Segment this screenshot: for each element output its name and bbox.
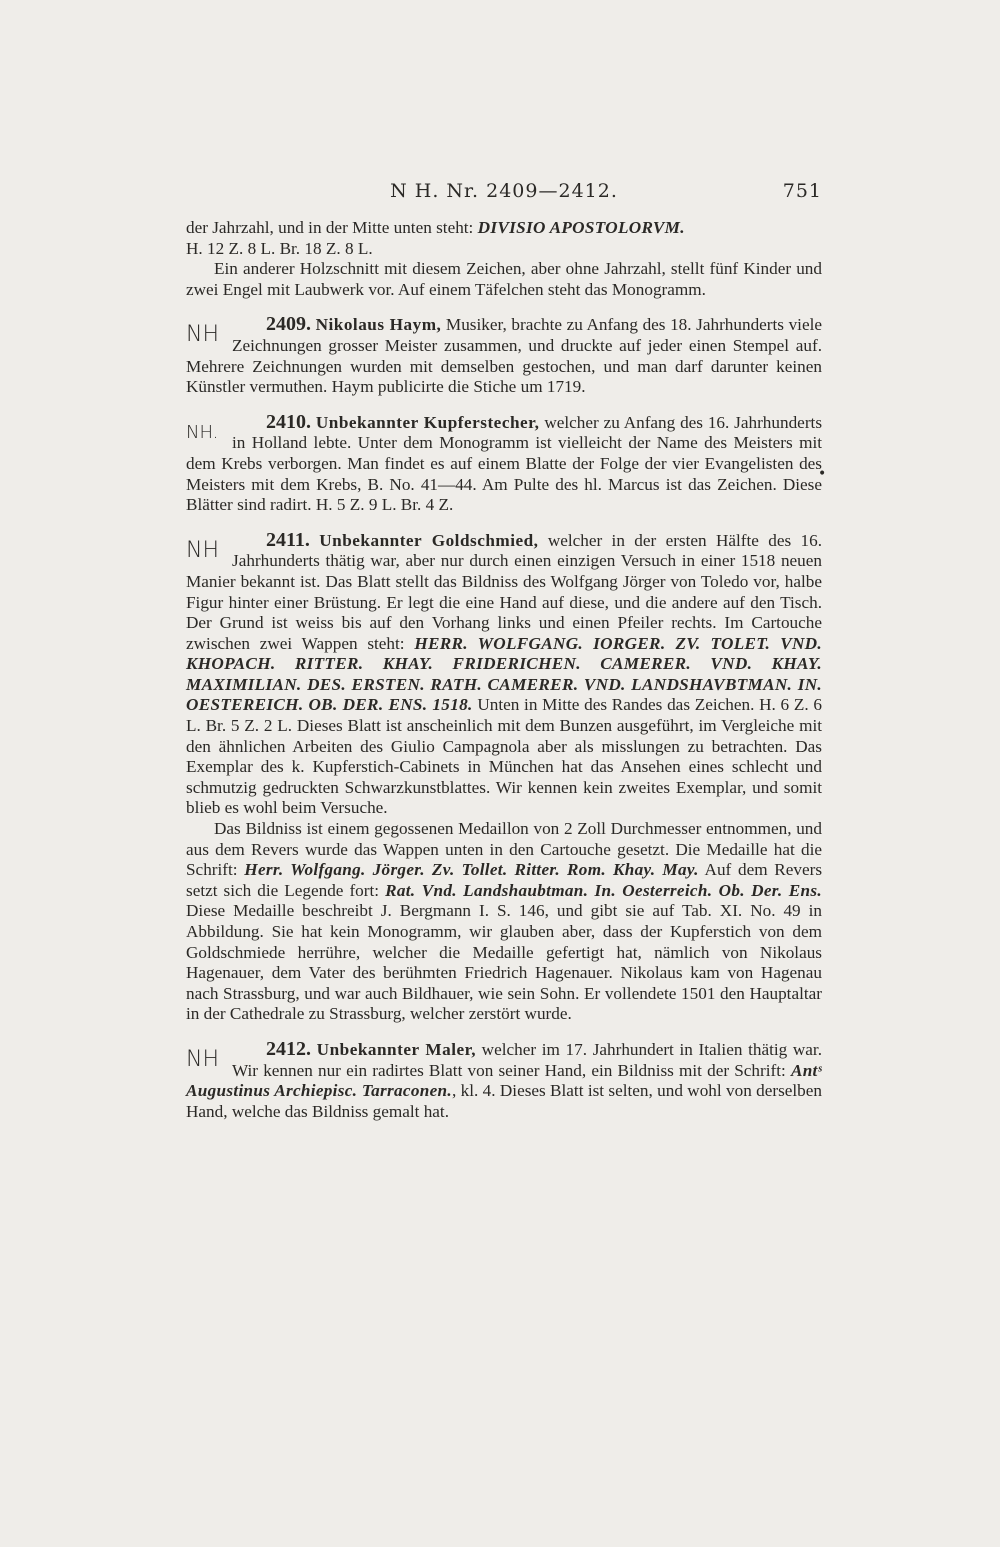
margin-mark: • (818, 466, 827, 482)
entry-text: welcher in der ersten Hälfte des 16. Jahrhunderts thätig war, aber nur durch einen einzigen Versuch in einer 1518 neuen Manier bekannt ist. Das Blatt stellt das Bildniss des Wolfgang Jörger von Toledo vor, halbe Figur hinter einer Brüstung. Er legt die eine Hand auf diese, und die andere auf den Tisch. Der Grund ist weiss bis auf den Vorhang links und einen Pfeiler rechts. Im Cartouche zwischen zwei Wappen steht: (186, 530, 822, 653)
monogram: NH (186, 1046, 219, 1072)
artist-name: Unbekannter Kupferstecher, (315, 412, 540, 432)
entry-paragraph-2: Das Bildniss ist einem gegossenen Medaillon von 2 Zoll Durchmesser entnommen, und aus dem Revers wurde das Wappen unten in den Cartouche gesetzt. Die Medaille hat die Schrift: Herr. Wolfgang. Jörger. Zv. Tollet. Ritter. Rom. Khay. May. Auf dem Revers setzt sich die Legende fort: Rat. Vnd. Landshaubtman. In. Oesterreich. Ob. Der. Ens. Diese Medaille beschreibt J. Bergmann I. S. 146, und gibt sie auf Tab. XI. No. 49 in Abbildung. Sie hat kein Monogramm, wir glauben aber, dass der Kupferstich von dem Goldschmiede herrühre, welcher die Medaille gefertigt hat, nämlich von Nikolaus Hagenauer, dem Vater des berühmten Friedrich Hagenauer. Nikolaus kam von Hagenau nach Strassburg, und war auch Bildhauer, wie sein Sohn. Er vollendete 1501 den Hauptaltar in der Cathedrale zu Strassburg, welcher zerstört wurde. (186, 819, 823, 1024)
inscription-text: Antˢ Augustinus Archiepisc. Tarraconen. (186, 1060, 822, 1101)
entry-text: Unten in Mitte des Randes das Zeichen. H. 6 Z. 6 L. Br. 5 Z. 2 L. Dieses Blatt ist anscheinlich mit dem Bunzen ausgeführt, im Vergleiche mit den ähnlichen Arbeiten des Giulio Campagnola aber als misslungen zu betrachten. Das Exemplar des k. Kupferstich-Cabinets in München hat das Ansehen eines schlecht und schmutzig gedruckten Schwarzkunstblattes. Wir kennen kein zweites Exemplar, und somit blieb es wohl beim Versuche. (186, 695, 822, 818)
catalog-entry-2409 (186, 314, 822, 397)
page-number: 751 (782, 180, 822, 202)
entry-number: 2411. (266, 528, 310, 551)
entry-number: 2410. (266, 410, 311, 433)
catalog-entry-2411 (186, 530, 822, 1025)
catalog-entry-2410 (186, 412, 822, 516)
monogram: NH. (186, 421, 219, 443)
artist-name: Unbekannter Goldschmied, (319, 530, 539, 550)
inscription-text: HERR. WOLFGANG. IORGER. ZV. TOLET. VND. KHOPACH. RITTER. KHAY. FRIDERICHEN. CAMERER. VND. KHAY. MAXIMILIAN. DES. ERSTEN. RATH. CAMERER. VND. LANDSHAVBTMAN. IN. OESTEREICH. OB. DER. ENS. 1518. (186, 633, 822, 715)
monogram: NH (186, 322, 219, 348)
entry-text: , kl. 4. Dieses Blatt ist selten, und wohl von derselben Hand, welche das Bildniss gemalt hat. (186, 1081, 822, 1121)
entry-number: 2412. (266, 1037, 311, 1060)
page-body (186, 218, 822, 1122)
running-title: N H. Nr. 2409—2412. (390, 180, 618, 202)
medal-reverse-inscription: Rat. Vnd. Landshaubtman. In. Oesterreich. Ob. Der. Ens. (385, 880, 822, 900)
monogram: NH (186, 537, 219, 563)
intro-paragraph: der Jahrzahl, und in der Mitte unten steht: DIVISIO APOSTOLORVM. H. 12 Z. 8 L. Br. 18 Z. 8 L. (186, 218, 685, 258)
medal-obverse-inscription: Herr. Wolfgang. Jörger. Zv. Tollet. Ritter. Rom. Khay. May. (244, 860, 699, 880)
intro-paragraph-2: Ein anderer Holzschnitt mit diesem Zeichen, aber ohne Jahrzahl, stellt fünf Kinder und zwei Engel mit Laubwerk vor. Auf einem Täfelchen steht das Monogramm. (186, 259, 822, 299)
running-header (186, 180, 822, 206)
inscription-text: DIVISIO APOSTOLORVM. (477, 218, 685, 237)
entry-text: welcher im 17. Jahrhundert in Italien thätig war. Wir kennen nur ein radirtes Blatt von seiner Hand, ein Bildniss mit der Schrift: (232, 1039, 823, 1080)
artist-name: Nikolaus Haym, (315, 315, 442, 335)
entry-text: welcher zu Anfang des 16. Jahrhunderts in Holland lebte. Unter dem Monogramm ist vielleicht der Name des Meisters mit dem Krebs verborgen. Man findet es auf einem Blatte der Folge der vier Evangelisten des Meisters mit dem Krebs, B. No. 41—44. Am Pulte des hl. Marcus ist das Zeichen. Diese Blätter sind radirt. H. 5 Z. 9 L. Br. 4 Z. (186, 412, 823, 515)
entry-number: 2409. (266, 313, 311, 336)
catalog-entry-2412 (186, 1039, 822, 1122)
artist-name: Unbekannter Maler, (316, 1039, 477, 1059)
entry-text: Musiker, brachte zu Anfang des 18. Jahrhunderts viele Zeichnungen grosser Meister zusammen, und druckte auf jeder einen Stempel auf. Mehrere Zeichnungen wurden mit demselben gestochen, und man darf darunter keinen Künstler vermuthen. Haym publicirte die Stiche um 1719. (186, 315, 822, 397)
